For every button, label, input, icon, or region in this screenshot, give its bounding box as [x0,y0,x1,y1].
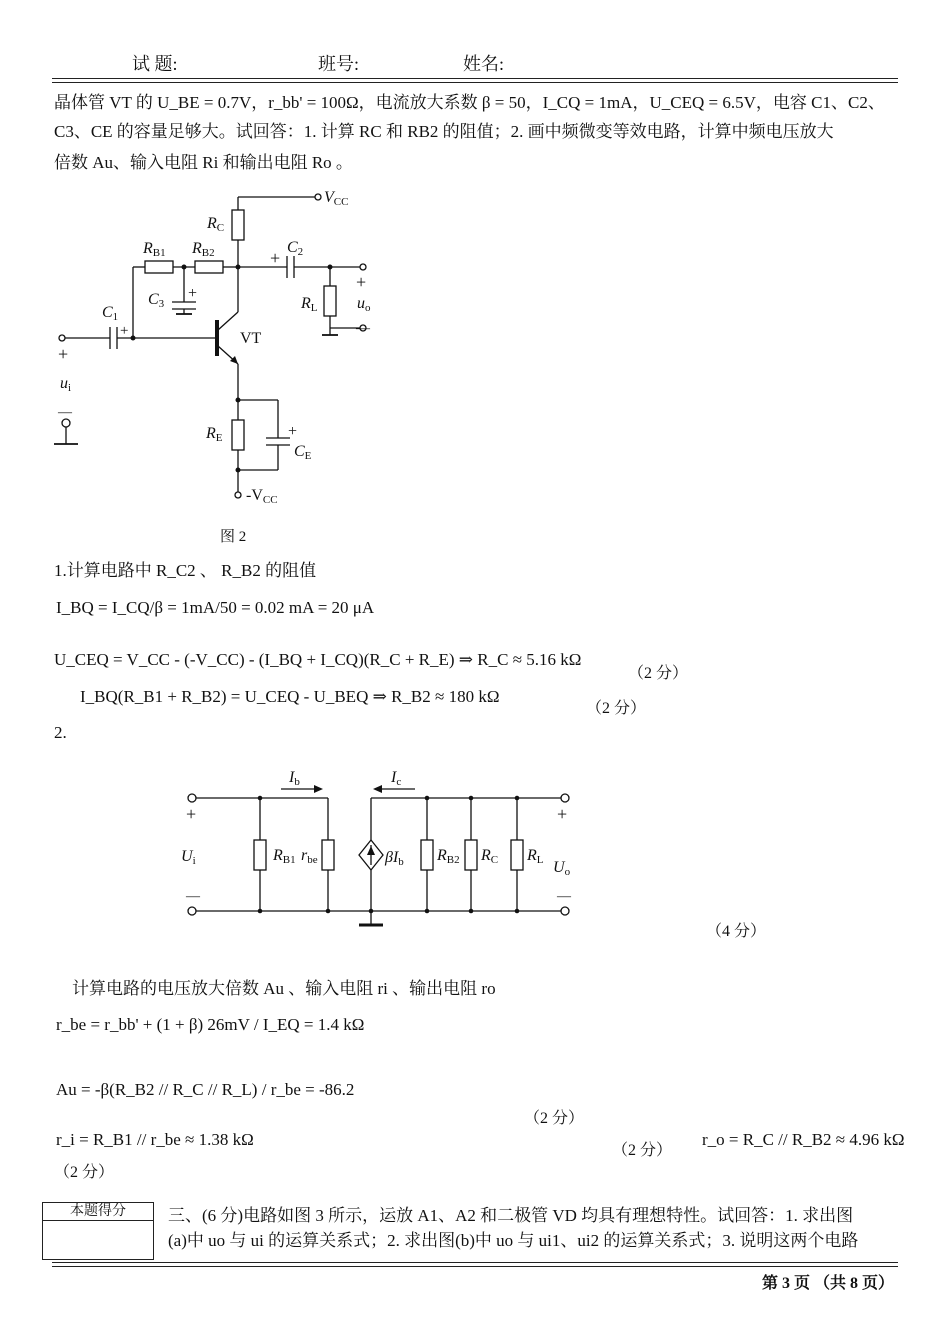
part1-score-rc: （2 分） [628,665,689,682]
svg-text:+: + [356,272,367,292]
ui-terminal [59,335,65,341]
page-number: 第 3 页 （共 8 页） [762,1275,895,1292]
header-rule-bottom [52,82,898,83]
svg-text:RL: RL [527,847,544,866]
rc-resistor [232,210,244,240]
part2-score-au: （2 分） [524,1110,585,1127]
score-box-label: 本题得分 [43,1203,153,1221]
part1-eq-ibq: I_BQ = I_CQ/β = 1mA/50 = 0.02 mA = 20 μA [56,598,375,617]
part1-title: 1.计算电路中 R_C2 、 R_B2 的阻值 [54,561,317,580]
svg-text:RC: RC [207,215,225,234]
rl-resistor [324,286,336,316]
uo-terminal-bottom [561,907,569,915]
svg-text:βIb: βIb [385,849,404,868]
exam-label: 试 题: [132,54,178,74]
svg-text:+: + [557,804,568,824]
svg-text:C2: C2 [287,239,304,258]
ui-terminal-bottom [188,907,196,915]
name-label: 姓名: [463,54,505,74]
svg-text:C3: C3 [148,291,165,310]
svg-text:—: — [58,405,72,420]
svg-text:+: + [186,804,197,824]
part1-eq-rc: U_CEQ = V_CC - (-V_CC) - (I_BQ + I_CQ)(R_C + R_E) ⇒ R_C ≈ 5.16 kΩ [54,650,582,669]
small-signal-circuit [175,760,595,935]
svg-text:-VCC: -VCC [246,487,278,506]
svg-text:—: — [557,889,571,904]
re-resistor [232,420,244,450]
problem-line-2: C3、CE 的容量足够大。试回答：1. 计算 RC 和 RB2 的阻值；2. 画中频微变等效电路，计算中频电压放大 [54,122,834,141]
eq-rl-resistor [511,840,523,870]
svg-text:RB1: RB1 [273,847,296,866]
part2-eq-ro: r_o = R_C // R_B2 ≈ 4.96 kΩ [702,1130,905,1149]
rb1-resistor [145,261,173,273]
svg-text:VT: VT [240,330,262,347]
problem-line-3: 倍数 Au、输入电阻 Ri 和输出电阻 Ro 。 [54,153,353,172]
score-box [42,1202,154,1260]
neg-vcc-terminal [235,492,241,498]
uo-terminal-top [360,264,366,270]
svg-text:Uo: Uo [553,859,571,878]
svg-text:CE: CE [294,443,312,462]
eq-rc-resistor [465,840,477,870]
footer-rule-bottom [52,1266,898,1267]
figure2-caption: 图 2 [220,529,247,545]
svg-text:—: — [186,889,200,904]
part2-eq-au: Au = -β(R_B2 // R_C // R_L) / r_be = -86.2 [56,1080,355,1099]
eq-rbe-resistor [322,840,334,870]
part1-eq-rb2: I_BQ(R_B1 + R_B2) = U_CEQ - U_BEQ ⇒ R_B2 ≈ 180 kΩ [80,687,500,706]
svg-text:—: — [356,321,370,336]
rb2-resistor [195,261,223,273]
part2-score-ro: （2 分） [54,1164,115,1181]
svg-text:RB1: RB1 [143,240,166,259]
eq-rb1-resistor [254,840,266,870]
header-rule-top [52,78,898,79]
svg-text:Ui: Ui [181,848,196,867]
svg-text:+: + [120,323,129,339]
svg-text:C1: C1 [102,304,119,323]
next-problem-line-1: 三、(6 分)电路如图 3 所示，运放 A1、A2 和二极管 VD 均具有理想特性。试回答：1. 求出图 [168,1206,854,1225]
part2-score-ri: （2 分） [612,1142,673,1159]
part2-eq-rbe: r_be = r_bb' + (1 + β) 26mV / I_EQ = 1.4 kΩ [56,1015,365,1034]
problem-line-1: 晶体管 VT 的 U_BE = 0.7V，r_bb' = 100Ω，电流放大系数 β = 50，I_CQ = 1mA，U_CEQ = 6.5V，电容 C1、C2、 [54,93,885,112]
svg-text:VCC: VCC [324,189,349,208]
svg-text:+: + [188,285,198,302]
svg-text:RB2: RB2 [192,240,215,259]
figure2-circuit [40,180,400,520]
uo-terminal-top [561,794,569,802]
next-problem-line-2: (a)中 uo 与 ui 的运算关系式；2. 求出图(b)中 uo 与 ui1、ui2 的运算关系式；3. 说明这两个电路 [168,1231,859,1250]
svg-text:Ib: Ib [289,769,300,788]
part1-score-rb2: （2 分） [586,700,647,717]
footer-rule-top [52,1262,898,1263]
svg-text:uo: uo [357,295,371,314]
svg-text:rbe: rbe [301,847,318,866]
eq-rb2-resistor [421,840,433,870]
part2-intro: 计算电路的电压放大倍数 Au 、输入电阻 ri 、输出电阻 ro [72,979,496,998]
svg-text:+: + [58,344,69,364]
svg-text:RC: RC [481,847,499,866]
svg-text:ui: ui [60,375,72,394]
part2-eq-ri: r_i = R_B1 // r_be ≈ 1.38 kΩ [56,1130,254,1149]
class-label: 班号: [318,54,360,74]
svg-text:RB2: RB2 [437,847,460,866]
ui-terminal-top [188,794,196,802]
svg-text:RL: RL [301,295,318,314]
svg-text:+: + [288,423,298,440]
part2-title: 2. [54,723,67,742]
part2-score-circuit: （4 分） [706,923,767,940]
svg-text:RE: RE [206,425,223,444]
vcc-terminal [315,194,321,200]
svg-text:Ic: Ic [391,769,402,788]
svg-text:+: + [270,248,281,268]
